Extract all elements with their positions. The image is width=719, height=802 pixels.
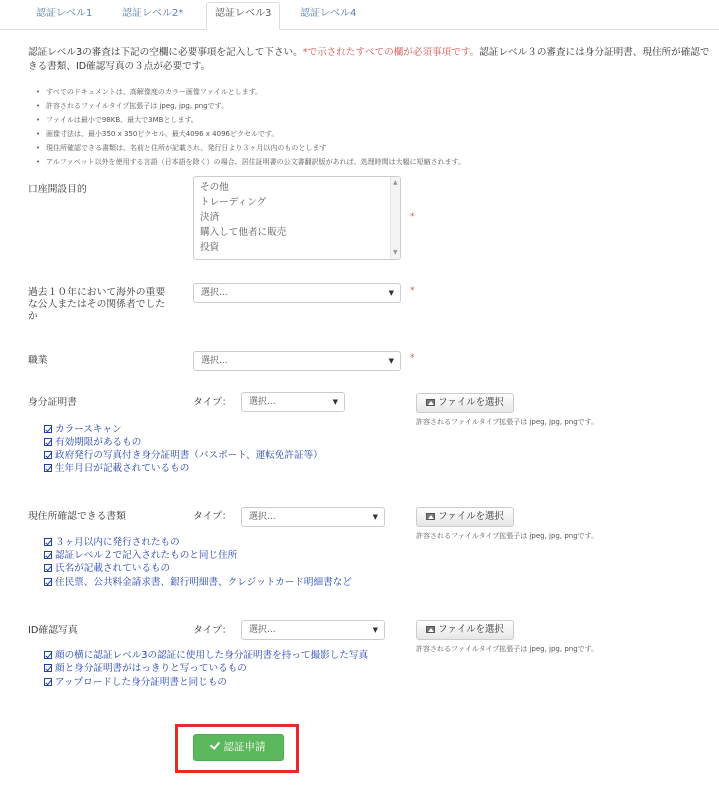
purpose-option[interactable]: 投資 bbox=[200, 242, 220, 253]
address-check-item bbox=[44, 537, 180, 549]
purpose-listbox[interactable] bbox=[193, 176, 401, 260]
checkbox-checked-icon bbox=[44, 651, 52, 659]
chevron-down-icon: ▼ bbox=[372, 513, 378, 521]
address-label: 現住所確認できる書類 bbox=[28, 511, 126, 522]
required-note: *で示されたすべての欄が必須事項です。 bbox=[302, 47, 480, 58]
check-item-text: カラースキャン bbox=[55, 424, 122, 435]
occupation-select-value: 選択... bbox=[201, 356, 228, 366]
chevron-down-icon: ▼ bbox=[372, 626, 378, 634]
check-item-text: 有効期限があるもの bbox=[55, 437, 142, 448]
photo-check-item bbox=[44, 677, 227, 689]
chevron-down-icon: ▼ bbox=[332, 398, 338, 406]
required-marker: * bbox=[410, 353, 415, 363]
checkbox-checked-icon bbox=[44, 451, 52, 459]
photo-check-item bbox=[44, 650, 368, 662]
purpose-option[interactable]: その他 bbox=[200, 182, 229, 193]
requirement-item: • 許容されるファイルタイプ拡張子は jpeg, jpg, pngです。 bbox=[36, 99, 465, 113]
tab-level-2[interactable]: 認証レベル2* bbox=[122, 8, 184, 19]
pep-label-line: 過去１０年において海外の重要 bbox=[28, 287, 166, 298]
requirement-item: • すべてのドキュメントは、高解像度のカラー画像ファイルとします。 bbox=[36, 85, 465, 99]
requirement-item: • ファイルは最小で98KB、最大で3MBとします。 bbox=[36, 113, 465, 127]
purpose-option[interactable]: 購入して他者に販売 bbox=[200, 227, 287, 238]
address-check-item bbox=[44, 563, 170, 575]
address-type-value: 選択... bbox=[249, 512, 276, 522]
tab-level-1[interactable]: 認証レベル1 bbox=[36, 8, 93, 19]
checkbox-checked-icon bbox=[44, 578, 52, 586]
pep-select-value: 選択... bbox=[201, 288, 228, 298]
photo-file-button[interactable] bbox=[416, 620, 514, 640]
tab-level-4[interactable]: 認証レベル4 bbox=[300, 8, 357, 19]
identity-check-item bbox=[44, 450, 323, 462]
identity-label: 身分証明書 bbox=[28, 397, 77, 408]
image-icon bbox=[426, 399, 435, 406]
check-item-text: 認証レベル２で記入されたものと同じ住所 bbox=[55, 550, 238, 561]
checkbox-checked-icon bbox=[44, 564, 52, 572]
requirement-item: • アルファベット以外を使用する言語（日本語を除く）の場合、居住証明書の公文書翻訳版があれば、処理時間は大幅に短縮されます。 bbox=[36, 155, 465, 169]
scroll-down-icon[interactable]: ▼ bbox=[393, 249, 398, 256]
requirement-item: • 現住所確認できる書類は、名前と住所が記載され、発行日より３ヶ月以内のものとします bbox=[36, 141, 465, 155]
checkbox-checked-icon bbox=[44, 438, 52, 446]
image-icon bbox=[426, 626, 435, 633]
check-item-text: 氏名が記載されているもの bbox=[55, 563, 171, 574]
required-marker: * bbox=[410, 286, 415, 296]
chevron-down-icon: ▼ bbox=[388, 289, 394, 297]
intro-text bbox=[28, 46, 713, 74]
requirement-item: • 画像寸法は、最小350 x 350ピクセル、最大4096 x 4096ピクセルです。 bbox=[36, 127, 465, 141]
photo-label: ID確認写真 bbox=[28, 625, 78, 636]
purpose-option[interactable]: トレーディング bbox=[200, 197, 267, 208]
file-button-label: ファイルを選択 bbox=[438, 511, 504, 522]
verification-level-tabs bbox=[0, 0, 719, 30]
pep-label bbox=[28, 287, 165, 323]
checkbox-checked-icon bbox=[44, 678, 52, 686]
photo-type-select[interactable] bbox=[241, 620, 385, 640]
occupation-select[interactable] bbox=[193, 351, 401, 371]
checkbox-checked-icon bbox=[44, 664, 52, 672]
purpose-option[interactable]: 決済 bbox=[200, 212, 220, 223]
address-type-select[interactable] bbox=[241, 507, 385, 527]
check-item-text: ３ヶ月以内に発行されたもの bbox=[55, 537, 180, 548]
check-item-text: アップロードした身分証明書と同じもの bbox=[55, 677, 228, 688]
checkbox-checked-icon bbox=[44, 425, 52, 433]
file-button-label: ファイルを選択 bbox=[438, 397, 504, 408]
identity-check-item bbox=[44, 437, 141, 449]
check-icon bbox=[209, 739, 219, 750]
tab-level-3[interactable]: 認証レベル3 bbox=[206, 2, 280, 30]
identity-check-item bbox=[44, 424, 122, 436]
image-icon bbox=[426, 513, 435, 520]
check-item-text: 住民票、公共料金請求書、銀行明細書、クレジットカード明細書など bbox=[55, 577, 352, 588]
photo-type-label: タイプ： bbox=[193, 625, 232, 636]
purpose-label: 口座開設目的 bbox=[28, 184, 87, 195]
check-item-text: 顔の横に認証レベル3の認証に使用した身分証明書を持って撮影した写真 bbox=[55, 650, 369, 661]
requirements-list bbox=[36, 85, 465, 169]
check-item-text: 顔と身分証明書がはっきりと写っているもの bbox=[55, 663, 247, 674]
file-type-hint: 許容されるファイルタイプ拡張子は jpeg, jpg, pngです。 bbox=[416, 418, 599, 426]
pep-label-line: な公人またはその関係者でした bbox=[28, 299, 166, 310]
photo-check-item bbox=[44, 663, 247, 675]
intro-text-before: 認証レベル3の審査は下記の空欄に必要事項を記入して下さい。 bbox=[28, 47, 303, 58]
identity-check-item bbox=[44, 463, 189, 475]
intro-text-after: 認証レベル３の審査には身分証明書、現住所が確認できる書類、ID確認写真の３点が必要です。 bbox=[28, 47, 710, 72]
file-type-hint: 許容されるファイルタイプ拡張子は jpeg, jpg, pngです。 bbox=[416, 532, 599, 540]
identity-file-button[interactable] bbox=[416, 393, 514, 413]
check-item-text: 政府発行の写真付き身分証明書（パスポート、運転免許証等） bbox=[55, 450, 323, 461]
pep-label-line: か bbox=[28, 311, 38, 322]
purpose-scrollbar[interactable] bbox=[390, 177, 400, 259]
address-type-label: タイプ： bbox=[193, 511, 232, 522]
pep-select[interactable] bbox=[193, 283, 401, 303]
identity-type-select[interactable] bbox=[241, 392, 345, 412]
photo-type-value: 選択... bbox=[249, 625, 276, 635]
file-button-label: ファイルを選択 bbox=[438, 624, 504, 635]
submit-label: 認証申請 bbox=[223, 741, 266, 753]
checkbox-checked-icon bbox=[44, 538, 52, 546]
checkbox-checked-icon bbox=[44, 464, 52, 472]
file-type-hint: 許容されるファイルタイプ拡張子は jpeg, jpg, pngです。 bbox=[416, 645, 599, 653]
checkbox-checked-icon bbox=[44, 551, 52, 559]
address-check-item bbox=[44, 577, 352, 589]
scroll-up-icon[interactable]: ▲ bbox=[393, 179, 398, 186]
chevron-down-icon: ▼ bbox=[388, 357, 394, 365]
identity-type-value: 選択... bbox=[249, 397, 276, 407]
address-file-button[interactable] bbox=[416, 507, 514, 527]
occupation-label: 職業 bbox=[28, 355, 48, 366]
identity-type-label: タイプ： bbox=[193, 397, 232, 408]
check-item-text: 生年月日が記載されているもの bbox=[55, 463, 190, 474]
address-check-item bbox=[44, 550, 237, 562]
required-marker: * bbox=[410, 212, 415, 222]
submit-verification-button[interactable] bbox=[193, 734, 284, 761]
